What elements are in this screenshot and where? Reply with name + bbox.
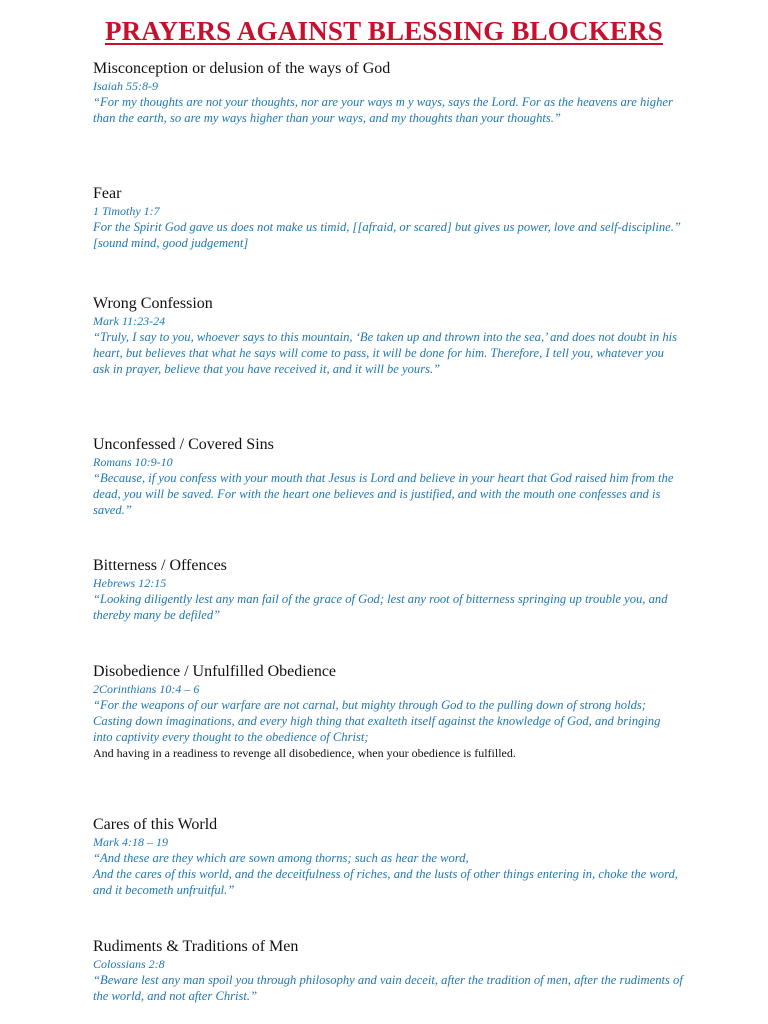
scripture-reference: Colossians 2:8 (93, 957, 165, 971)
section-heading: Wrong Confession (93, 295, 213, 312)
section-heading: Disobedience / Unfulfilled Obedience (93, 663, 337, 680)
scripture-reference: Mark 4:18 – 19 (93, 835, 168, 849)
section-unconfessed-sins (93, 435, 683, 518)
scripture-reference: Romans 10:9-10 (93, 455, 173, 469)
scripture-text: “Looking diligently lest any man fail of the grace of God; lest any root of bitterness springing up trouble you, and thereby many be defiled” (93, 592, 668, 622)
scripture-text: “And these are they which are sown among thorns; such as hear the word, (93, 851, 469, 865)
scripture-text: “Because, if you confess with your mouth that Jesus is Lord and believe in your heart that God raised him from the dead, you will be saved. For with the heart one believes and is justified, and with the mouth one confesses and is saved.” (93, 471, 674, 517)
section-fear (93, 184, 683, 251)
section-cares-of-world (93, 815, 683, 898)
scripture-reference: 1 Timothy 1:7 (93, 204, 160, 218)
section-heading: Rudiments & Traditions of Men (93, 938, 299, 955)
scripture-text: And the cares of this world, and the deceitfulness of riches, and the lusts of other things entering in, choke the word, and it becometh unfruitful.” (93, 867, 678, 897)
scripture-reference: Isaiah 55:8-9 (93, 79, 158, 93)
scripture-text: “For my thoughts are not your thoughts, nor are your ways m y ways, says the Lord. For as the heavens are higher than the earth, so are my ways higher than your ways, and my thoughts than your thoughts.” (93, 95, 673, 125)
section-misconception (93, 59, 683, 126)
scripture-reference: 2Corinthians 10:4 – 6 (93, 682, 200, 696)
scripture-text: “Beware lest any man spoil you through philosophy and vain deceit, after the tradition of men, after the rudiments of the world, and not after Christ.” (93, 973, 683, 1003)
page-title: PRAYERS AGAINST BLESSING BLOCKERS (104, 16, 664, 46)
section-heading: Cares of this World (93, 816, 218, 833)
section-heading: Misconception or delusion of the ways of God (93, 60, 391, 77)
scripture-text: For the Spirit God gave us does not make us timid, [[afraid, or scared] but gives us power, love and self-discipline.” [sound mind, good judgement] (93, 220, 681, 250)
section-heading: Fear (93, 185, 122, 202)
scripture-reference: Mark 11:23-24 (93, 314, 166, 328)
section-rudiments-traditions (93, 937, 683, 1004)
section-bitterness (93, 556, 683, 623)
section-heading: Bitterness / Offences (93, 557, 227, 574)
section-wrong-confession (93, 294, 683, 377)
scripture-text: “For the weapons of our warfare are not carnal, but mighty through God to the pulling down of strong holds; (93, 698, 646, 712)
section-heading: Unconfessed / Covered Sins (93, 436, 274, 453)
scripture-text: “Truly, I say to you, whoever says to this mountain, ‘Be taken up and thrown into the sea,’ and does not doubt in his heart, but believes that what he says will come to pass, it will be done for him. Therefore, I tell you, whatever you ask in prayer, believe that you have received it, and it will be yours.” (93, 330, 678, 376)
scripture-text: Casting down imaginations, and every high thing that exalteth itself against the knowledge of God, and bringing into captivity every thought to the obedience of Christ; (93, 714, 661, 744)
scripture-text-plain: And having in a readiness to revenge all disobedience, when your obedience is fulfilled. (93, 746, 516, 760)
section-disobedience (93, 662, 683, 761)
scripture-reference: Hebrews 12:15 (93, 576, 167, 590)
